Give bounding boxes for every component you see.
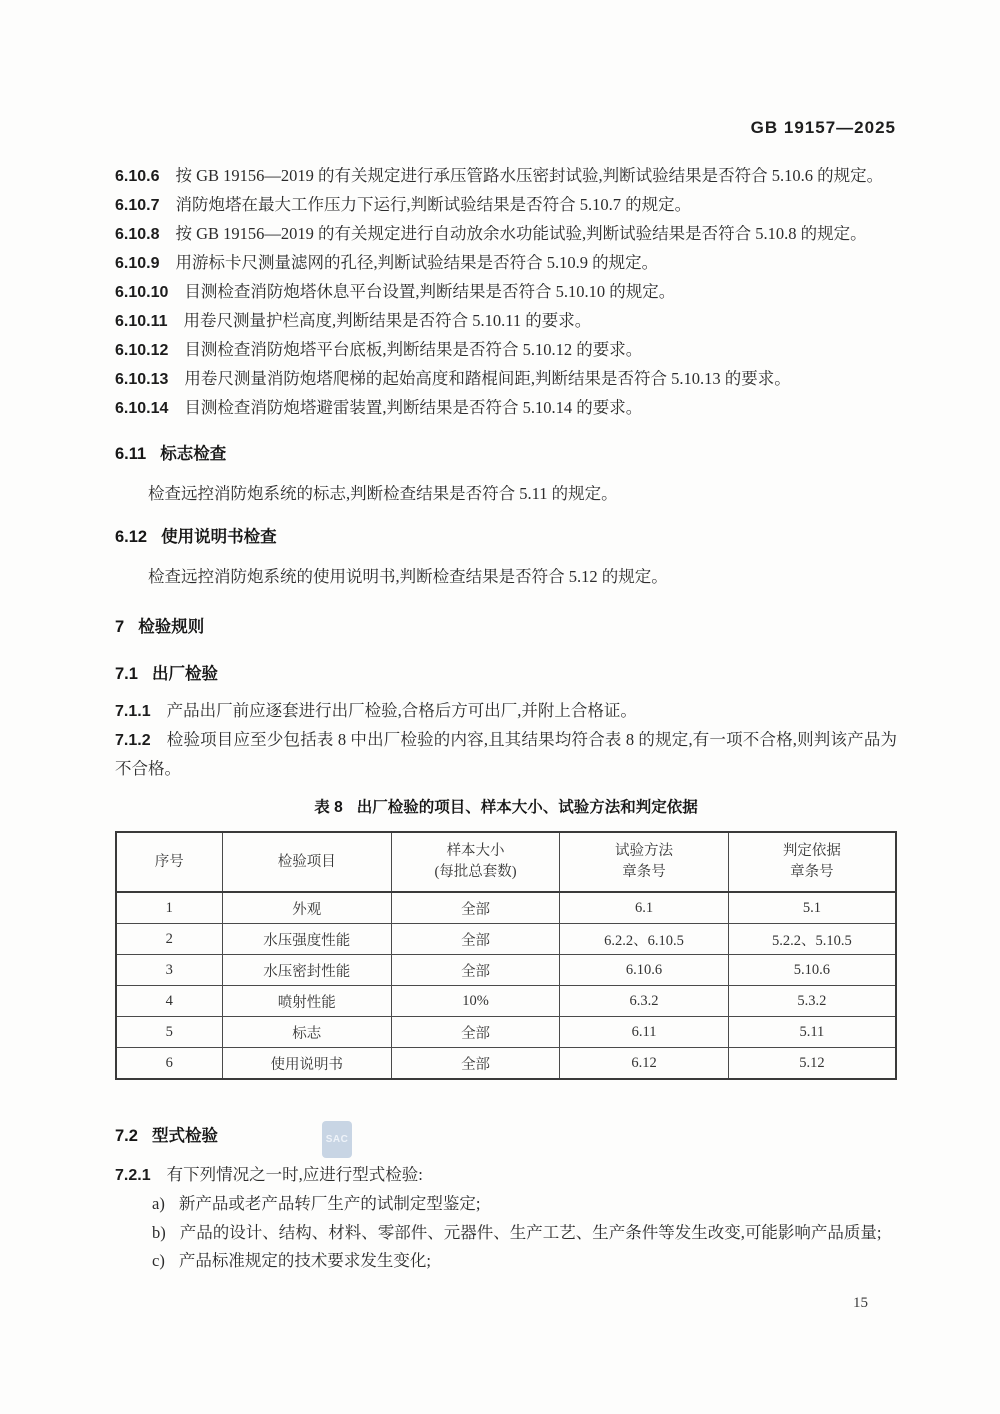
list-item-a	[115, 1190, 897, 1219]
cell-index: 1	[116, 892, 222, 924]
cell-index: 4	[116, 986, 222, 1017]
clause-number: 6.10.8	[115, 226, 160, 243]
list-text: 新产品或老产品转厂生产的试制定型鉴定;	[178, 1194, 481, 1213]
cell-basis: 5.11	[728, 1017, 896, 1048]
header-line: 样本大小	[446, 843, 505, 859]
clause-number: 6.10.7	[115, 197, 160, 214]
cell-method: 6.1	[560, 892, 728, 924]
table-label: 表 8	[314, 799, 343, 816]
cell-item: 喷射性能	[222, 986, 391, 1017]
clause-text: 按 GB 19156—2019 的有关规定进行自动放余水功能试验,判断试验结果是否符合 5.10.8 的规定。	[175, 224, 867, 243]
column-header-sample-size	[391, 832, 559, 892]
heading-title: 使用说明书检查	[161, 528, 277, 546]
clause-6-10-8	[115, 220, 897, 249]
clause-number: 6.10.10	[115, 284, 169, 301]
clause-6-10-10	[115, 278, 897, 307]
cell-index: 5	[116, 1017, 222, 1048]
table-row	[116, 986, 896, 1017]
clause-6-10-6	[115, 162, 897, 191]
header-line: 判定依据	[782, 843, 841, 859]
clause-number: 7.2.1	[115, 1167, 151, 1184]
header-line: 检验项目	[277, 853, 336, 870]
column-header-index	[116, 832, 222, 892]
cell-basis: 5.12	[728, 1048, 896, 1080]
cell-sample: 全部	[391, 955, 559, 986]
table-row	[116, 924, 896, 955]
clause-number: 6.10.12	[115, 342, 169, 359]
cell-index: 2	[116, 924, 222, 955]
cell-basis: 5.1	[728, 892, 896, 924]
heading-6-12	[115, 526, 897, 548]
header-line: 试验方法	[615, 843, 674, 859]
paragraph-6-11: 检查远控消防炮系统的标志,判断检查结果是否符合 5.11 的规定。	[148, 484, 618, 503]
heading-title: 型式检验	[151, 1127, 218, 1145]
cell-sample: 全部	[391, 892, 559, 924]
table-8-caption	[115, 797, 897, 819]
clause-6-10-12	[115, 336, 897, 365]
table-row	[116, 1048, 896, 1080]
clause-number: 6.10.11	[115, 313, 168, 330]
list-item-c	[115, 1247, 897, 1276]
clause-number: 6.10.14	[115, 400, 169, 417]
cell-index: 3	[116, 955, 222, 986]
heading-title: 标志检查	[160, 445, 227, 463]
heading-title: 检验规则	[138, 618, 205, 636]
cell-basis: 5.3.2	[728, 986, 896, 1017]
list-label: b)	[152, 1222, 166, 1242]
page-number: 15	[853, 1295, 868, 1311]
table-header-row	[116, 832, 896, 892]
heading-7-1	[115, 663, 897, 685]
clause-number: 6.10.6	[115, 168, 160, 185]
clause-number: 7.1.2	[115, 732, 151, 749]
cell-item: 使用说明书	[222, 1048, 391, 1080]
header-line: 章条号	[622, 864, 666, 880]
clause-text: 用卷尺测量消防炮塔爬梯的起始高度和踏棍间距,判断结果是否符合 5.10.13 的要求。	[184, 369, 791, 388]
list-item-b	[115, 1219, 897, 1248]
clause-number: 7.1.1	[115, 703, 151, 720]
clause-7-2-1	[115, 1161, 897, 1190]
cell-item: 水压密封性能	[222, 955, 391, 986]
sac-watermark-logo: SAC	[322, 1121, 352, 1158]
clause-6-10-11	[115, 307, 897, 336]
cell-sample: 全部	[391, 1048, 559, 1080]
cell-sample: 全部	[391, 924, 559, 955]
standard-number-header: GB 19157—2025	[750, 118, 896, 137]
column-header-judgement-basis	[728, 832, 896, 892]
clause-6-10-7	[115, 191, 897, 220]
clause-text: 按 GB 19156—2019 的有关规定进行承压管路水压密封试验,判断试验结果是否符合 5.10.6 的规定。	[175, 166, 884, 185]
clause-number: 6.10.9	[115, 255, 160, 272]
cell-method: 6.11	[560, 1017, 728, 1048]
list-text: 产品的设计、结构、材料、零部件、元器件、生产工艺、生产条件等发生改变,可能影响产品质量;	[179, 1222, 882, 1242]
list-label: c)	[152, 1251, 165, 1270]
heading-7	[115, 616, 897, 638]
cell-method: 6.3.2	[560, 986, 728, 1017]
header-line: (每批总套数)	[434, 864, 517, 880]
header-line: 序号	[154, 853, 184, 870]
paragraph-6-12: 检查远控消防炮系统的使用说明书,判断检查结果是否符合 5.12 的规定。	[148, 567, 668, 586]
cell-item: 水压强度性能	[222, 924, 391, 955]
clause-6-10-9	[115, 249, 897, 278]
cell-method: 6.2.2、6.10.5	[560, 924, 728, 955]
cell-sample: 全部	[391, 1017, 559, 1048]
cell-basis: 5.10.6	[728, 955, 896, 986]
list-label: a)	[152, 1194, 165, 1213]
clause-6-10-13	[115, 365, 897, 394]
table-row	[116, 892, 896, 924]
column-header-test-method	[560, 832, 728, 892]
clause-text: 目测检查消防炮塔避雷装置,判断结果是否符合 5.10.14 的要求。	[184, 398, 643, 417]
heading-number: 7.2	[115, 1127, 138, 1145]
clause-7-1-1	[115, 697, 897, 726]
clause-text: 用游标卡尺测量滤网的孔径,判断试验结果是否符合 5.10.9 的规定。	[175, 253, 659, 272]
clause-text: 目测检查消防炮塔休息平台设置,判断结果是否符合 5.10.10 的规定。	[184, 282, 676, 301]
clause-text: 检验项目应至少包括表 8 中出厂检验的内容,且其结果均符合表 8 的规定,有一项不合格,则判该产品为不合格。	[115, 730, 897, 778]
clause-text: 目测检查消防炮塔平台底板,判断结果是否符合 5.10.12 的要求。	[184, 340, 643, 359]
cell-method: 6.10.6	[560, 955, 728, 986]
heading-number: 7.1	[115, 665, 138, 683]
clause-text: 产品出厂前应逐套进行出厂检验,合格后方可出厂,并附上合格证。	[166, 701, 637, 720]
list-text: 产品标准规定的技术要求发生变化;	[178, 1251, 431, 1270]
clause-6-10-14	[115, 394, 897, 423]
table-row	[116, 1017, 896, 1048]
clause-text: 有下列情况之一时,应进行型式检验:	[166, 1165, 423, 1184]
cell-index: 6	[116, 1048, 222, 1080]
clause-text: 消防炮塔在最大工作压力下运行,判断试验结果是否符合 5.10.7 的规定。	[175, 195, 692, 214]
heading-title: 出厂检验	[151, 665, 218, 683]
heading-number: 7	[115, 618, 125, 636]
heading-number: 6.11	[115, 445, 147, 463]
cell-basis: 5.2.2、5.10.5	[728, 924, 896, 955]
cell-method: 6.12	[560, 1048, 728, 1080]
clause-text: 用卷尺测量护栏高度,判断结果是否符合 5.10.11 的要求。	[183, 311, 592, 330]
table-title: 出厂检验的项目、样本大小、试验方法和判定依据	[356, 799, 698, 816]
column-header-item	[222, 832, 391, 892]
cell-item: 标志	[222, 1017, 391, 1048]
header-line: 章条号	[790, 864, 834, 880]
cell-item: 外观	[222, 892, 391, 924]
page-body	[115, 162, 897, 1276]
heading-7-2	[115, 1125, 897, 1147]
table-row	[116, 955, 896, 986]
heading-number: 6.12	[115, 528, 148, 546]
table-8	[115, 831, 897, 1080]
cell-sample: 10%	[391, 986, 559, 1017]
clause-number: 6.10.13	[115, 371, 169, 388]
clause-7-1-2	[115, 726, 897, 783]
heading-6-11	[115, 443, 897, 465]
